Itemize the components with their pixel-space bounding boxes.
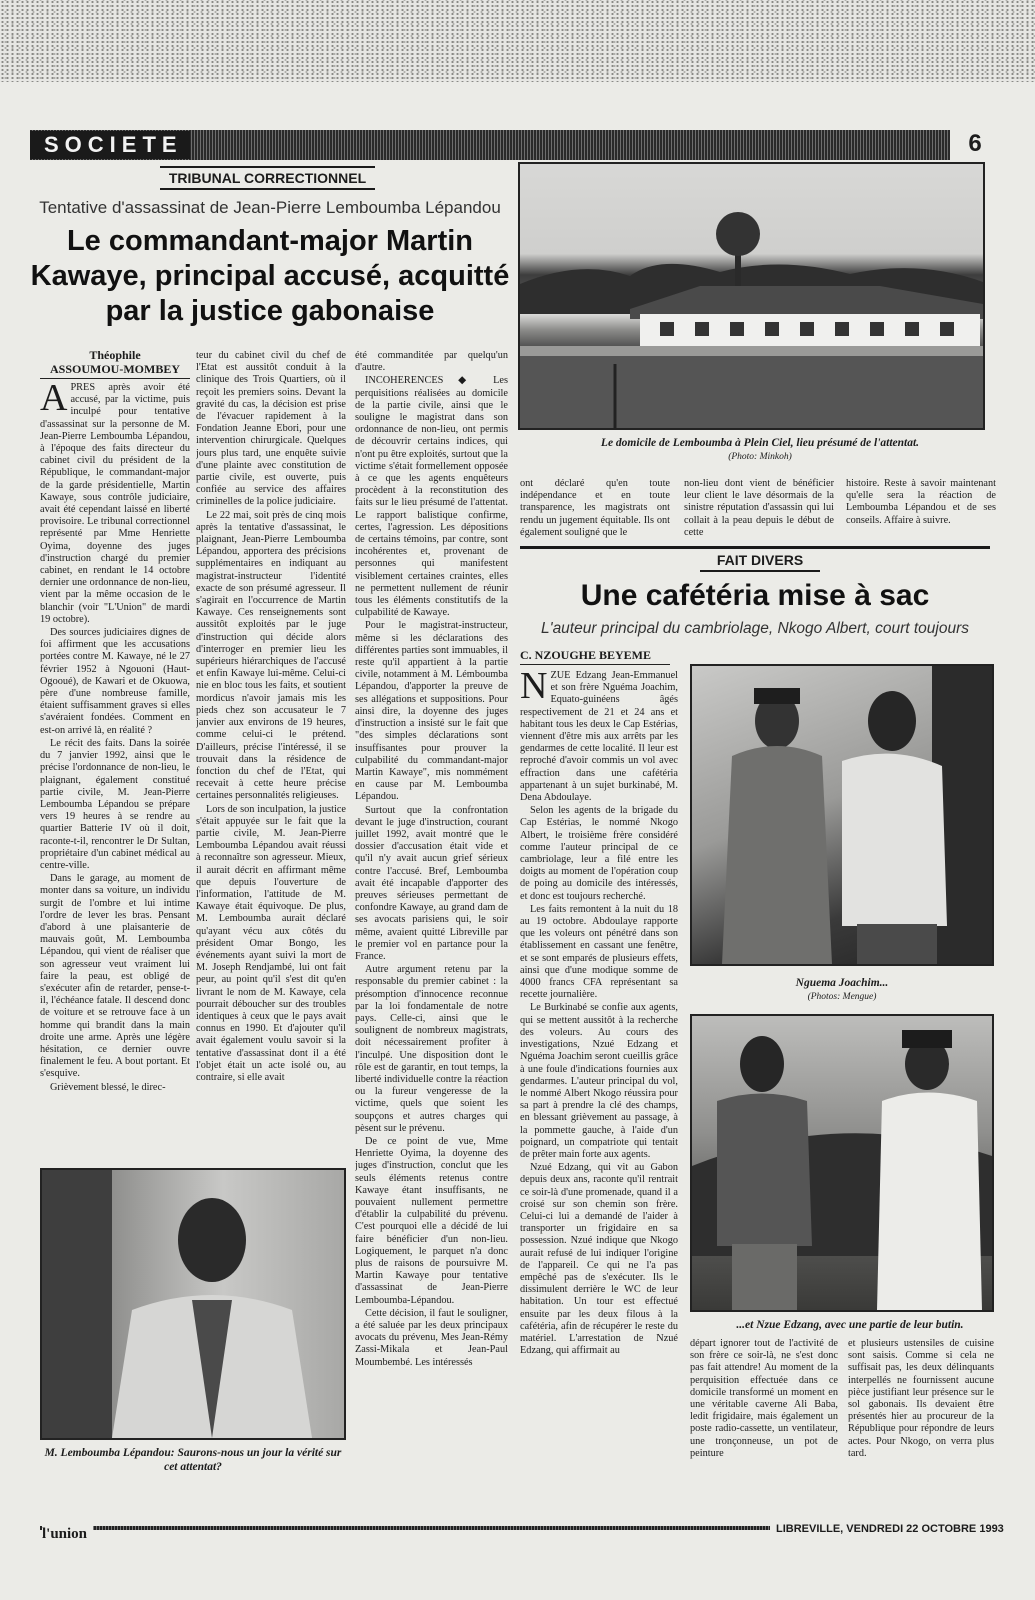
house-photo-caption <box>560 436 960 464</box>
article2-headline: Une cafétéria mise à sac <box>580 579 930 612</box>
two-men-illustration-2 <box>692 1016 992 1310</box>
page-number: 6 <box>968 130 982 157</box>
house-photo <box>518 162 985 430</box>
article2-subheadline: L'auteur principal du cambriolage, Nkogo Albert, court toujours <box>540 620 969 637</box>
article1-column-6: histoire. Reste à savoir maintenant qu'elle sera la réaction de Lemboumba Lépandou et de ses conseils. Affaire à suivre. <box>846 478 996 526</box>
article2-byline: C. NZOUGHE BEYEME <box>520 648 670 665</box>
paragraph: ZUE Edzang Jean-Emmanuel et son frère Nguéma Joachim, Equato-guinéens âgés respectivement de 21 et 24 ans et habitant tous les deux le Cap Estérias, viennent d'être mis aux arrêts par les gendarmes de cette localité. Il leur est reproché d'avoir commis un vol avec effraction dans une cafétéria appartenant à un sujet burkinabé, M. Dena Abdoulaye. <box>520 670 678 804</box>
photo-credit: (Photos: Mengue) <box>807 992 877 1002</box>
article1-column-4: ont déclaré qu'en toute indépendance et en toute transparence, les magistrats ont rendu un jugement équitable. Ils ont également souligné que le <box>520 478 670 538</box>
paragraph: Autre argument retenu par la responsable du premier cabinet : la présomption d'innocence reconnue par la loi fondamentale de notre pays. Celle-ci, ainsi que le soulignent de nombreux magistrats, doit nécessairement profiter à l'inculpé. Une disposition dont le rôle est de garantir, en tout temps, la liberté individuelle contre la réaction ou la fureur vengeresse de la victime, quels que soient les soupçons et autres charges qui pèsent sur le prévenu. <box>355 964 508 1134</box>
nzue-edzang-photo <box>690 1014 994 1312</box>
paragraph: été commanditée par quelqu'un d'autre. <box>355 350 508 374</box>
portrait-caption: M. Lemboumba Lépandou: Saurons-nous un jour la vérité sur cet attentat? <box>44 1447 342 1473</box>
paragraph: Des sources judiciaires dignes de foi affirment que les accusations portées contre M. Kawaye, né le 27 février 1952 à Ngouoni (Haut-Ogooué), de Kawari et de Okuowa, père d'une nombreuse famille, étaient suffisamment graves si elles s'avéraient fondées. Comment en est-on arrivé là, en réalité ? <box>40 627 190 736</box>
article1-byline-first: Théophile <box>89 348 141 362</box>
article2-column-3: et plusieurs ustensiles de cuisine sont saisis. Comme si cela ne suffisait pas, les deux délinquants interpellés ne fournissent aucune pièce justifiant leur présence sur le sol gabonais. Ils devaient être présentés hier au procureur de la République pour répondre de leurs actes. Pour Nkogo, on verra plus tard. <box>848 1338 994 1459</box>
nguema-joachim-photo <box>690 664 994 966</box>
article1-column-5: non-lieu dont vient de bénéficier leur client le lave désormais de la sinistre réputation d'assassin qui lui collait à la peau depuis le début de cette <box>684 478 834 538</box>
portrait-illustration <box>42 1170 344 1438</box>
kicker-rule-bottom <box>160 188 375 190</box>
article2-column-2: départ ignorer tout de l'activité de son frère ce soir-là, ne s'est donc pas fait attendre! Au moment de la perquisition effectuée dans ce domicile transformé un moment en une véritable caverne Ali Baba, ledit frigidaire, mais également un poste radio-cassette, un ventilateur, une tronçonneuse, un pot de peinture <box>690 1338 838 1459</box>
paragraph: Nzué Edzang, qui vit au Gabon depuis deux ans, raconte qu'il rentrait ce soir-là d'une promenade, quand il a croisé sur son chemin son frère. Celui-ci lui a demandé de l'aider à transporter un frigidaire en sa possession. Nzué indique que Nkogo aurait refusé de lui indiquer l'origine de l'appareil. Ce qui ne l'a pas empêché pas de s'exécuter. Ils le dissimulent derrière le WC de leur habitation. Un tour est effectué ensuite par les deux filous à la cafétéria, afin de récupérer le reste du matériel. L'arrestation de Nzué Edzang, qui affirmait au <box>520 1162 678 1357</box>
lemboumba-portrait-photo <box>40 1168 346 1440</box>
article2-dropcap: N <box>520 670 548 707</box>
paragraph: Pour le magistrat-instructeur, même si les déclarations des différentes parties sont immuables, il reste qu'il appartient à la partie civile, notamment à M. Lémboumba Lépandou, d'apporter la preuve de ses allégations et suppositions. Pour ainsi dire, la doyenne des juges d'instruction a insisté sur le fait que "des simples déclarations sont insuffisantes pour prouver la culpabilité du commandant-major Martin Kawaye", mis nommément en cause par M. Lemboumba Lépandou. <box>355 620 508 803</box>
article2-kicker-rule <box>700 570 820 572</box>
paragraph: De ce point de vue, Mme Henriette Oyima, la doyenne des juges d'instruction, conclut que les seuls éléments retenus contre Kawaye étant insuffisants, ne pouvaient nullement permettre d'établir la culpabilité du prévenu. C'est pourquoi elle a décidé de lui faire bénéficier d'un non-lieu. Logiquement, le parquet n'a donc plus de raisons de poursuivre M. Martin Kawaye pour tentative d'assassinat de Jean-Pierre Lemboumba-Lépandou. <box>355 1136 508 1306</box>
article1-overline: Tentative d'assassinat de Jean-Pierre Lemboumba Lépandou <box>39 198 501 217</box>
article1-headline: Le commandant-major Martin Kawaye, principal accusé, acquitté par la justice gabonaise <box>30 225 510 327</box>
article2-column-1 <box>520 670 678 1466</box>
paragraph: teur du cabinet civil du chef de l'Etat est aussitôt conduit à la clinique des Trois Quartiers, où il reçoit les premiers soins. Devant la gravité du cas, la décision est prise de l'évacuer rapidement à la Fondation Jeanne Ebori, pour une intervention chirurgicale. Quelques jours plus tard, une enquête suivie d'une plainte avec constitution de partie civile, est ouverte, puis confiée au service des affaires criminelles de la police judiciaire. <box>196 350 346 508</box>
article1-kicker: TRIBUNAL CORRECTIONNEL <box>168 170 367 186</box>
paragraph: Le Burkinabé se confie aux agents, qui se mettent aussitôt à la recherche des voleurs. Au cours des investigations, Nzué Edzang et Nguéma Joachim seront cueillis grâce à une foule d'indications fournies aux gendarmes. L'auteur principal du vol, le nommé Albert Nkogo réussira pour sa part à prendre la clé des champs, en blessant grièvement au passage, à la pommette gauche, à l'aide d'un poignard, un compatriote qui tentait de prêter main forte aux agents. <box>520 1002 678 1160</box>
caption-text: Nguema Joachim... <box>795 977 889 989</box>
article2-divider <box>520 546 990 549</box>
paragraph: Surtout que la confrontation devant le juge d'instruction, courant juillet 1992, avait montré que le dossier d'accusation était vide et qu'il n'y avait aucun grief sérieux contre l'accusé. Bref, Lemboumba avait été incapable d'apporter des preuves sérieuses permettant de confondre Kawaye, au grand dam de ses avocats parisiens qui, le soir même, avaient quitté Libreville par le premier vol en partance pour la France. <box>355 804 508 962</box>
paragraph: Les faits remontent à la nuit du 18 au 19 octobre. Abdoulaye rapporte que les voleurs ont pénétré dans son établissement en cassant une fenêtre, et se sont emparés de plusieurs effets, ainsi que d'une modique somme de 4000 francs CFA représentant sa recette journalière. <box>520 903 678 1001</box>
paragraph: Grièvement blessé, le direc- <box>50 1081 166 1093</box>
newspaper-page <box>0 82 1035 1600</box>
scan-noise-margin <box>0 0 1035 82</box>
paragraph: Lors de son inculpation, la justice s'était appuyée sur le fait que la partie civile, M. Jean-Pierre Lemboumba Lépandou avait réussi à reconnaître son agresseur. Mieux, il aurait décrit en affirmant même que depuis l'ouverture de l'information, l'attitude de M. Kawaye était équivoque. De plus, M. Lemboumba aurait déclaré qu'ayant vécu aux côtés du président Omar Bongo, les événements ayant suivi la mort de M. Joseph Rendjambé, lui ont fait peur, au point qu'il s'est dit qu'en livrant le nom de M. Kawaye, cela pourrait déboucher sur des troubles identiques à ceux que le pays avait connus en 1990. Et d'ajouter qu'il avait également voulu savoir si la tentative d'assassinat dont il a été l'objet était un acte isolé ou, au contraire, si elle avait <box>196 803 346 1083</box>
paragraph: PRES après avoir été accusé, par la victime, puis inculpé pour tentative d'assassinat sur la personne de M. Jean-Pierre Lemboumba Lépandou, à l'époque des faits directeur du cabinet civil du président de la République, le commandant-major de la garde présidentielle, Martin Kawaye, sous contrôle judiciaire, avait été cependant laissé en liberté provisoire. Le tribunal correctionnel représenté par Mme Henriette Oyima, doyenne des juges d'instruction chargé du premier cabinet, en rendant le 14 octobre dernier une ordonnance de non-lieu, vient par la même occasion de le blanchir (voir "L'Union" de mardi 19 octobre). <box>40 382 190 625</box>
two-men-illustration <box>692 666 992 964</box>
issue-date: LIBREVILLE, VENDREDI 22 OCTOBRE 1993 <box>770 1523 1010 1535</box>
nzue-photo-caption: ...et Nzue Edzang, avec une partie de leur butin. <box>736 1319 964 1331</box>
paragraph-incoherences: INCOHERENCES ◆ Les perquisitions réalisées au domicile de la partie civile, ainsi que le souligne le magistrat dans son ordonnance de non-lieu, ont permis de découvrir certains indices, qui n'ont pu être exploités, surtout que la victime s'était formellement opposée à ce que les agents enquêteurs procèdent à la reconstitution des faits sur le lieu présumé de l'attentat. Le rapport balistique confirme, certes, l'agression. Les dépositions de certains témoins, par contre, sont incohérentes et, provenant de personnes qui manifestent visiblement certaines craintes, elles ne permettent nullement de réunir tous les éléments constitutifs de la culpabilité de Kawaye. <box>355 375 508 619</box>
newspaper-logo: l'union <box>42 1526 93 1543</box>
section-label: SOCIETE <box>30 131 190 159</box>
article1-column-3 <box>355 350 508 1470</box>
paragraph: Cette décision, il faut le souligner, a été saluée par les deux principaux avocats du prévenu, Mes Jean-Rémy Zassi-Mikala et Jean-Paul Moumbembé. Les intéressés <box>355 1307 508 1368</box>
caption-text: Le domicile de Lemboumba à Plein Ciel, lieu présumé de l'attentat. <box>600 437 920 449</box>
article1-dropcap: A <box>40 382 68 419</box>
paragraph: Selon les agents de la brigade du Cap Estérias, le nommé Nkogo Albert, le troisième frère considéré comme l'auteur principal de ce cambriolage, leur a filé entre les doigts au moment de l'opération coup de poing au domicile des intéressés, et donc est toujours recherché. <box>520 805 678 902</box>
paragraph: Le 22 mai, soit près de cinq mois après la tentative d'assassinat, le plaignant, Jean-Pierre Lemboumba Lépandou, apportera des précisions supplémentaires en indiquant au magistrat-instructeur l'identité exacte de son présumé agresseur. Il s'agirait en l'occurrence de Martin Kawaye. Ces renseignements sont aussitôt exploités par le juge d'instruction qui décide alors d'interroger en premier lieu les supérieurs hiérarchiques de l'accusé et enfin Kawaye lui-même. Celui-ci nie en bloc tous les faits, et soutient mordicus n'avoir jamais mis les pieds chez son accusateur le 7 janvier aux environs de 19 heures, comme celui-ci le prétend. D'ailleurs, précise l'intéressé, il se trouvait dans la résidence de fonction du chef de l'Etat, qui recevait à cette heure précise certaines personnalités religieuses. <box>196 509 346 802</box>
paragraph: Dans le garage, au moment de monter dans sa voiture, un individu surgit de l'ombre et lui intime l'ordre de lever les bras. Pensant d'abord à une plaisanterie de mauvais goût, M. Lemboumba Lépandou, qui vient de réaliser que son agresseur veut vraiment lui faire la peau, est obligé de s'exécuter afin de retarder, pense-t-il, l'échéance fatale. Il descend donc de voiture et se retrouve face à un homme qui brandit dans la main droite une arme. Après une légère hésitation, ce dernier ouvre finalement le feu. A bout portant. Et s'esquive. <box>40 873 190 1080</box>
kicker-rule-top <box>160 166 375 168</box>
article1-byline-last: ASSOUMOU-MOMBEY <box>40 362 190 379</box>
nguema-photo-caption <box>690 976 994 1004</box>
paragraph: Le récit des faits. Dans la soirée du 7 janvier 1992, ainsi que le précise l'ordonnance de non-lieu, le plaignant, également constitué partie civile, M. Jean-Pierre Lemboumba Lépandou se prépare vers 19 heures à se rendre au quartier Batterie IV où il doit, raconte-t-il, rencontrer le Dr Sultan, propriétaire d'un cabinet médical au centre-ville. <box>40 737 190 871</box>
house-illustration <box>520 164 983 428</box>
photo-credit: (Photo: Minkoh) <box>728 452 792 462</box>
article2-kicker: FAIT DIVERS <box>716 552 804 568</box>
